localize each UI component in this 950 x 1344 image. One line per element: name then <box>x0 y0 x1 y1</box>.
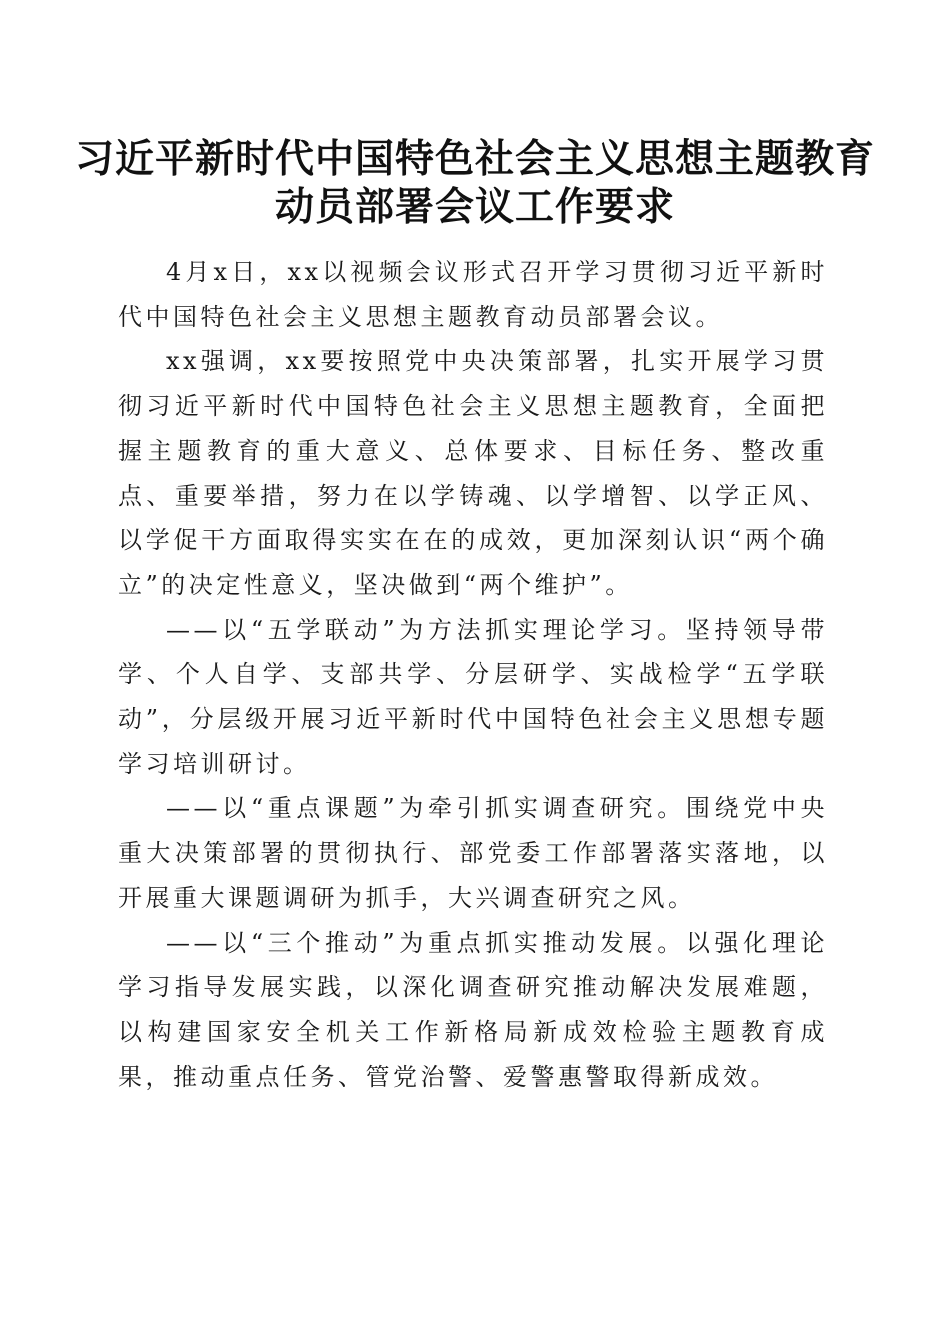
paragraph-theory-study: ——以“五学联动”为方法抓实理论学习。坚持领导带学、个人自学、支部共学、分层研学、实战检学“五学联动”，分层级开展习近平新时代中国特色社会主义思想专题学习培训研讨。 <box>118 615 828 778</box>
document-body <box>118 250 828 1099</box>
paragraph-emphasis: xx强调，xx要按照党中央决策部署，扎实开展学习贯彻习近平新时代中国特色社会主义思想主题教育，全面把握主题教育的重大意义、总体要求、目标任务、整改重点、重要举措，努力在以学铸魂、以学增智、以学正风、以学促干方面取得实实在在的成效，更加深刻认识“两个确立”的决定性意义，坚决做到“两个维护”。 <box>118 347 828 599</box>
paragraph-development: ——以“三个推动”为重点抓实推动发展。以强化理论学习指导发展实践，以深化调查研究推动解决发展难题，以构建国家安全机关工作新格局新成效检验主题教育成果，推动重点任务、管党治警、爱警惠警取得新成效。 <box>118 928 828 1091</box>
paragraph-meeting-intro: 4月x日，xx以视频会议形式召开学习贯彻习近平新时代中国特色社会主义思想主题教育动员部署会议。 <box>118 258 828 331</box>
document-title-line-1: 习近平新时代中国特色社会主义思想主题教育 <box>74 136 875 182</box>
document-title-line-2: 动员部署会议工作要求 <box>274 184 675 230</box>
paragraph-research: ——以“重点课题”为牵引抓实调查研究。围绕党中央重大决策部署的贯彻执行、部党委工作部署落实落地，以开展重大课题调研为抓手，大兴调查研究之风。 <box>118 794 828 912</box>
